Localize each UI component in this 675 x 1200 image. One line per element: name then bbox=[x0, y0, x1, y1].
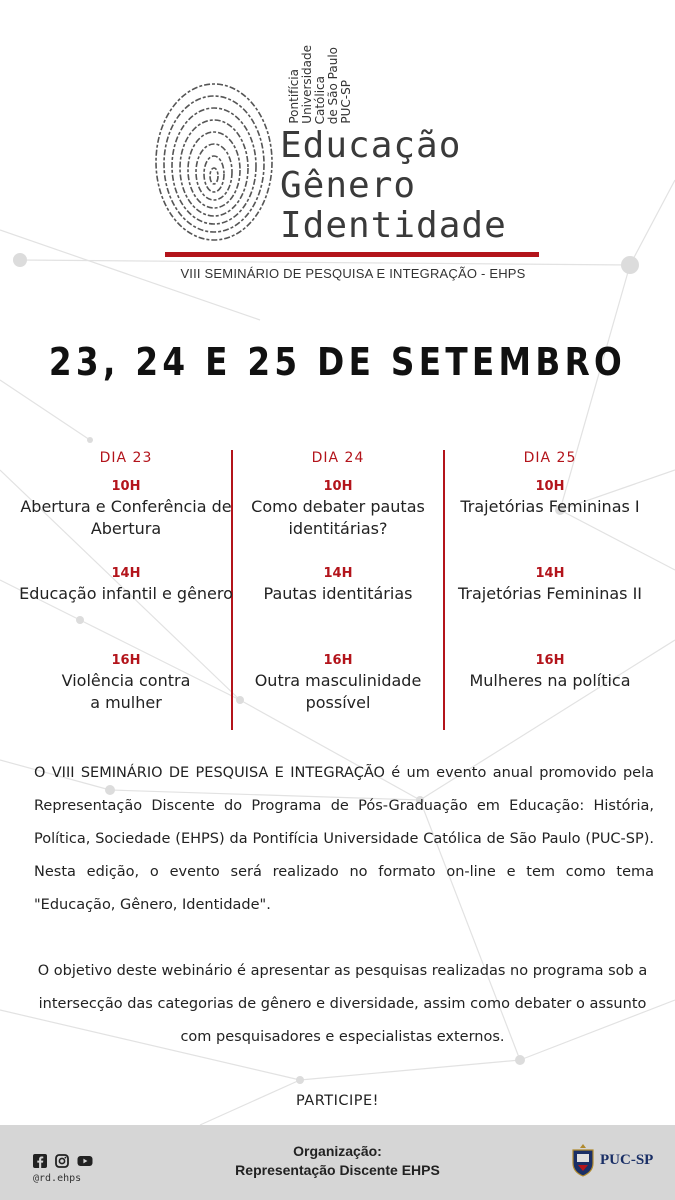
schedule-slot bbox=[16, 565, 236, 605]
schedule-slot bbox=[440, 478, 660, 518]
call-to-action: PARTICIPE! bbox=[295, 1093, 379, 1109]
slot-time: 16H bbox=[323, 653, 353, 668]
schedule-slot bbox=[440, 652, 660, 692]
title-line-2: Gênero bbox=[280, 165, 417, 206]
slot-talk: Violência contra a mulher bbox=[61, 671, 191, 712]
slot-talk: Outra masculinidade possível bbox=[254, 671, 422, 712]
slot-talk: Como debater pautas identitárias? bbox=[251, 497, 425, 538]
slot-talk: Mulheres na política bbox=[469, 671, 631, 690]
title-underline bbox=[165, 252, 539, 257]
title-line-3: Identidade bbox=[280, 205, 507, 246]
schedule-slot bbox=[440, 565, 660, 605]
schedule-slot bbox=[228, 565, 448, 605]
youtube-icon[interactable] bbox=[77, 1153, 93, 1172]
institution-line: Católica bbox=[313, 75, 327, 124]
organization-name: Representação Discente EHPS bbox=[235, 1162, 440, 1178]
schedule-day-24 bbox=[228, 450, 448, 470]
schedule-slot bbox=[16, 478, 236, 540]
organization-label: Organização: bbox=[293, 1143, 382, 1159]
institution-line: PUC-SP bbox=[339, 80, 353, 124]
footer bbox=[0, 1125, 675, 1200]
event-subtitle: VIII SEMINÁRIO DE PESQUISA E INTEGRAÇÃO - EHPS bbox=[180, 266, 526, 281]
slot-time: 10H bbox=[111, 479, 141, 494]
schedule-day-23 bbox=[16, 450, 236, 470]
slot-time: 10H bbox=[323, 479, 353, 494]
day-title: DIA 24 bbox=[311, 450, 365, 466]
puc-sp-logo-text: PUC-SP bbox=[600, 1151, 654, 1168]
institution-line: de São Paulo bbox=[326, 46, 340, 124]
slot-talk: Abertura e Conferência de Abertura bbox=[20, 497, 232, 538]
title-line-1: Educação bbox=[280, 125, 462, 166]
instagram-icon[interactable] bbox=[55, 1153, 69, 1172]
slot-time: 14H bbox=[111, 566, 141, 581]
slot-talk: Educação infantil e gênero bbox=[19, 584, 233, 603]
slot-time: 16H bbox=[111, 653, 141, 668]
event-objective: O objetivo deste webinário é apresentar as pesquisas realizadas no programa sob a intersecção das categorias de gênero e diversidade, assim como debater o assunto com pesquisadores e especialistas externos. bbox=[37, 963, 648, 1045]
puc-sp-logo bbox=[570, 1143, 653, 1177]
social-links bbox=[33, 1153, 93, 1172]
day-title: DIA 23 bbox=[99, 450, 153, 466]
crest-icon bbox=[570, 1143, 596, 1177]
slot-talk: Pautas identitárias bbox=[263, 584, 413, 603]
schedule-slot bbox=[16, 652, 236, 714]
slot-time: 16H bbox=[535, 653, 565, 668]
schedule-day-25 bbox=[440, 450, 660, 470]
slot-time: 14H bbox=[323, 566, 353, 581]
institution-line: Universidade bbox=[300, 45, 314, 124]
institution-line: Pontifícia bbox=[287, 69, 301, 124]
social-handle: @rd.ehps bbox=[33, 1173, 82, 1184]
event-dates: 23, 24 E 25 DE SETEMBRO bbox=[48, 340, 627, 384]
slot-time: 10H bbox=[535, 479, 565, 494]
institution-name bbox=[288, 24, 378, 124]
schedule-slot bbox=[228, 478, 448, 540]
fingerprint-icon bbox=[150, 78, 278, 244]
slot-talk: Trajetórias Femininas I bbox=[460, 497, 640, 516]
organization bbox=[200, 1142, 475, 1180]
schedule bbox=[0, 450, 675, 730]
event-description: O VIII SEMINÁRIO DE PESQUISA E INTEGRAÇÃO é um evento anual promovido pela Representação Discente do Programa de Pós-Graduação em Educação: História, Política, Sociedade (EHPS) da Pontifícia Universidade Católica de São Paulo (PUC-SP). Nesta edição, o evento será realizado no formato on-line e tem como tema "Educação, Gênero, Identidade". bbox=[34, 765, 654, 913]
schedule-slot bbox=[228, 652, 448, 714]
day-title: DIA 25 bbox=[523, 450, 577, 466]
facebook-icon[interactable] bbox=[33, 1153, 47, 1172]
slot-time: 14H bbox=[535, 566, 565, 581]
slot-talk: Trajetórias Femininas II bbox=[458, 584, 642, 603]
